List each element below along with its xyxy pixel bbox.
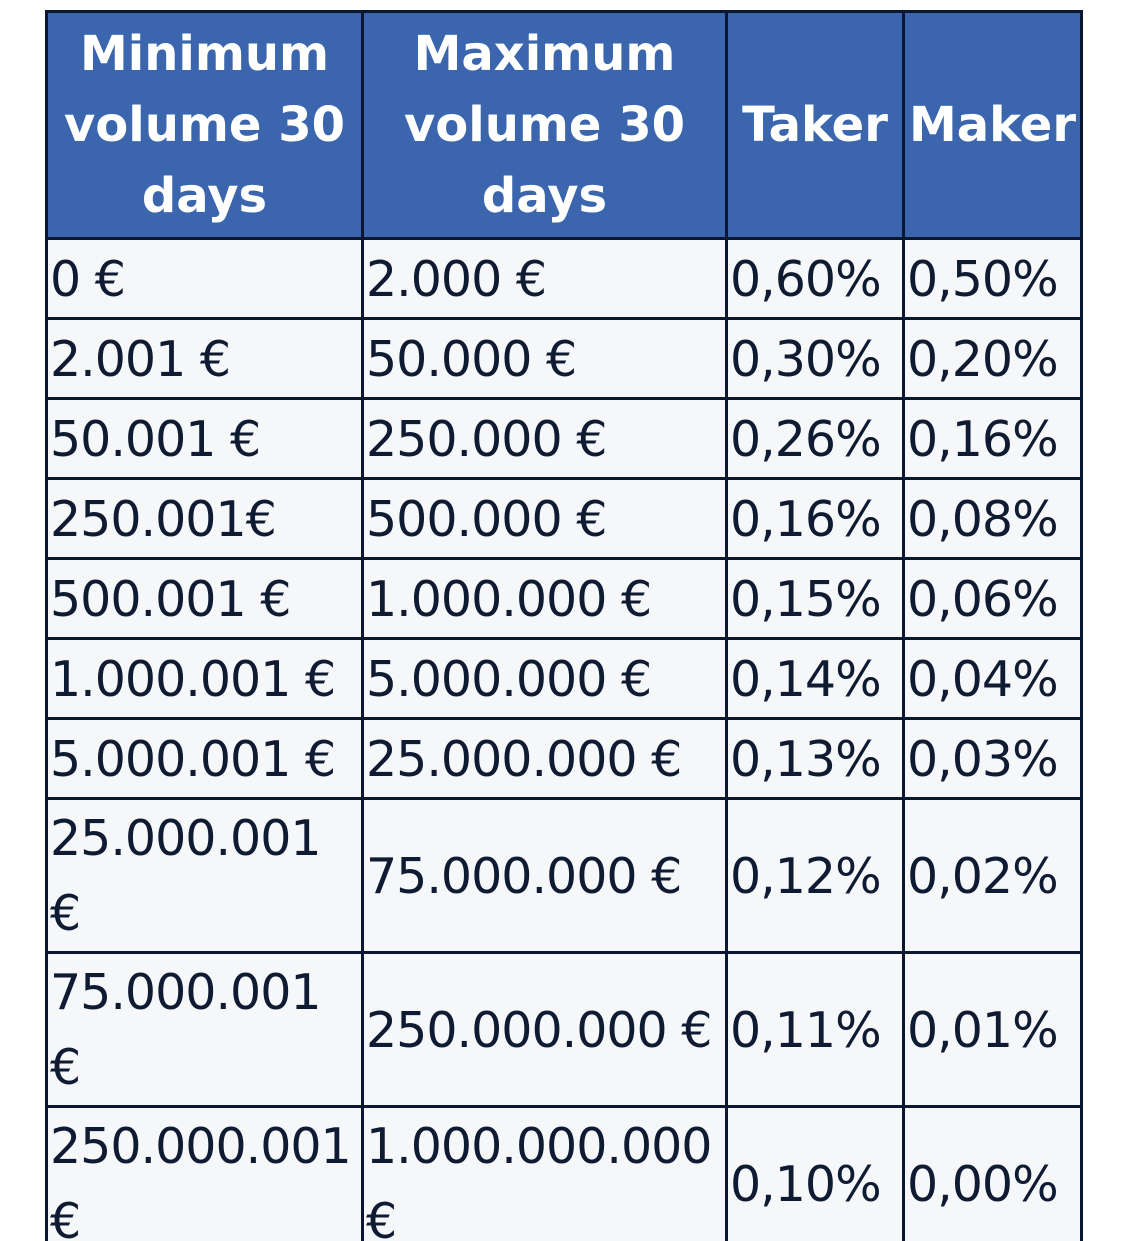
cell-maker-fee: 0,00% [904, 1107, 1082, 1241]
table-row [47, 719, 1082, 799]
cell-min-volume: 0 € [47, 239, 363, 319]
cell-min-volume: 2.001 € [47, 319, 363, 399]
table-row [47, 399, 1082, 479]
cell-max-volume: 75.000.000 € [363, 799, 727, 953]
cell-maker-fee: 0,20% [904, 319, 1082, 399]
table-row [47, 1107, 1082, 1241]
cell-min-volume: 75.000.001 € [47, 953, 363, 1107]
table-row [47, 799, 1082, 953]
cell-taker-fee: 0,26% [727, 399, 904, 479]
cell-maker-fee: 0,50% [904, 239, 1082, 319]
cell-taker-fee: 0,10% [727, 1107, 904, 1241]
table-row [47, 639, 1082, 719]
cell-min-volume: 50.001 € [47, 399, 363, 479]
cell-max-volume: 1.000.000 € [363, 559, 727, 639]
cell-max-volume: 1.000.000.000 € [363, 1107, 727, 1241]
cell-taker-fee: 0,30% [727, 319, 904, 399]
cell-taker-fee: 0,60% [727, 239, 904, 319]
cell-max-volume: 250.000.000 € [363, 953, 727, 1107]
fee-table-body [47, 239, 1082, 1241]
cell-max-volume: 25.000.000 € [363, 719, 727, 799]
cell-max-volume: 50.000 € [363, 319, 727, 399]
cell-min-volume: 250.000.001 € [47, 1107, 363, 1241]
cell-maker-fee: 0,08% [904, 479, 1082, 559]
cell-taker-fee: 0,14% [727, 639, 904, 719]
table-row [47, 559, 1082, 639]
header-taker: Taker [727, 12, 904, 239]
cell-maker-fee: 0,01% [904, 953, 1082, 1107]
cell-min-volume: 500.001 € [47, 559, 363, 639]
table-row [47, 953, 1082, 1107]
cell-maker-fee: 0,16% [904, 399, 1082, 479]
cell-maker-fee: 0,03% [904, 719, 1082, 799]
cell-max-volume: 250.000 € [363, 399, 727, 479]
cell-min-volume: 25.000.001 € [47, 799, 363, 953]
header-maker: Maker [904, 12, 1082, 239]
cell-max-volume: 2.000 € [363, 239, 727, 319]
header-row [47, 12, 1082, 239]
fee-table-head [47, 12, 1082, 239]
cell-taker-fee: 0,16% [727, 479, 904, 559]
cell-min-volume: 1.000.001 € [47, 639, 363, 719]
table-row [47, 239, 1082, 319]
cell-taker-fee: 0,13% [727, 719, 904, 799]
cell-taker-fee: 0,15% [727, 559, 904, 639]
cell-min-volume: 250.001€ [47, 479, 363, 559]
cell-max-volume: 500.000 € [363, 479, 727, 559]
cell-maker-fee: 0,06% [904, 559, 1082, 639]
cell-maker-fee: 0,02% [904, 799, 1082, 953]
table-row [47, 479, 1082, 559]
cell-max-volume: 5.000.000 € [363, 639, 727, 719]
cell-maker-fee: 0,04% [904, 639, 1082, 719]
fee-table [45, 10, 1083, 1241]
table-row [47, 319, 1082, 399]
header-minimum-volume: Minimum volume 30 days [47, 12, 363, 239]
cell-taker-fee: 0,12% [727, 799, 904, 953]
header-maximum-volume: Maximum volume 30 days [363, 12, 727, 239]
cell-taker-fee: 0,11% [727, 953, 904, 1107]
cell-min-volume: 5.000.001 € [47, 719, 363, 799]
